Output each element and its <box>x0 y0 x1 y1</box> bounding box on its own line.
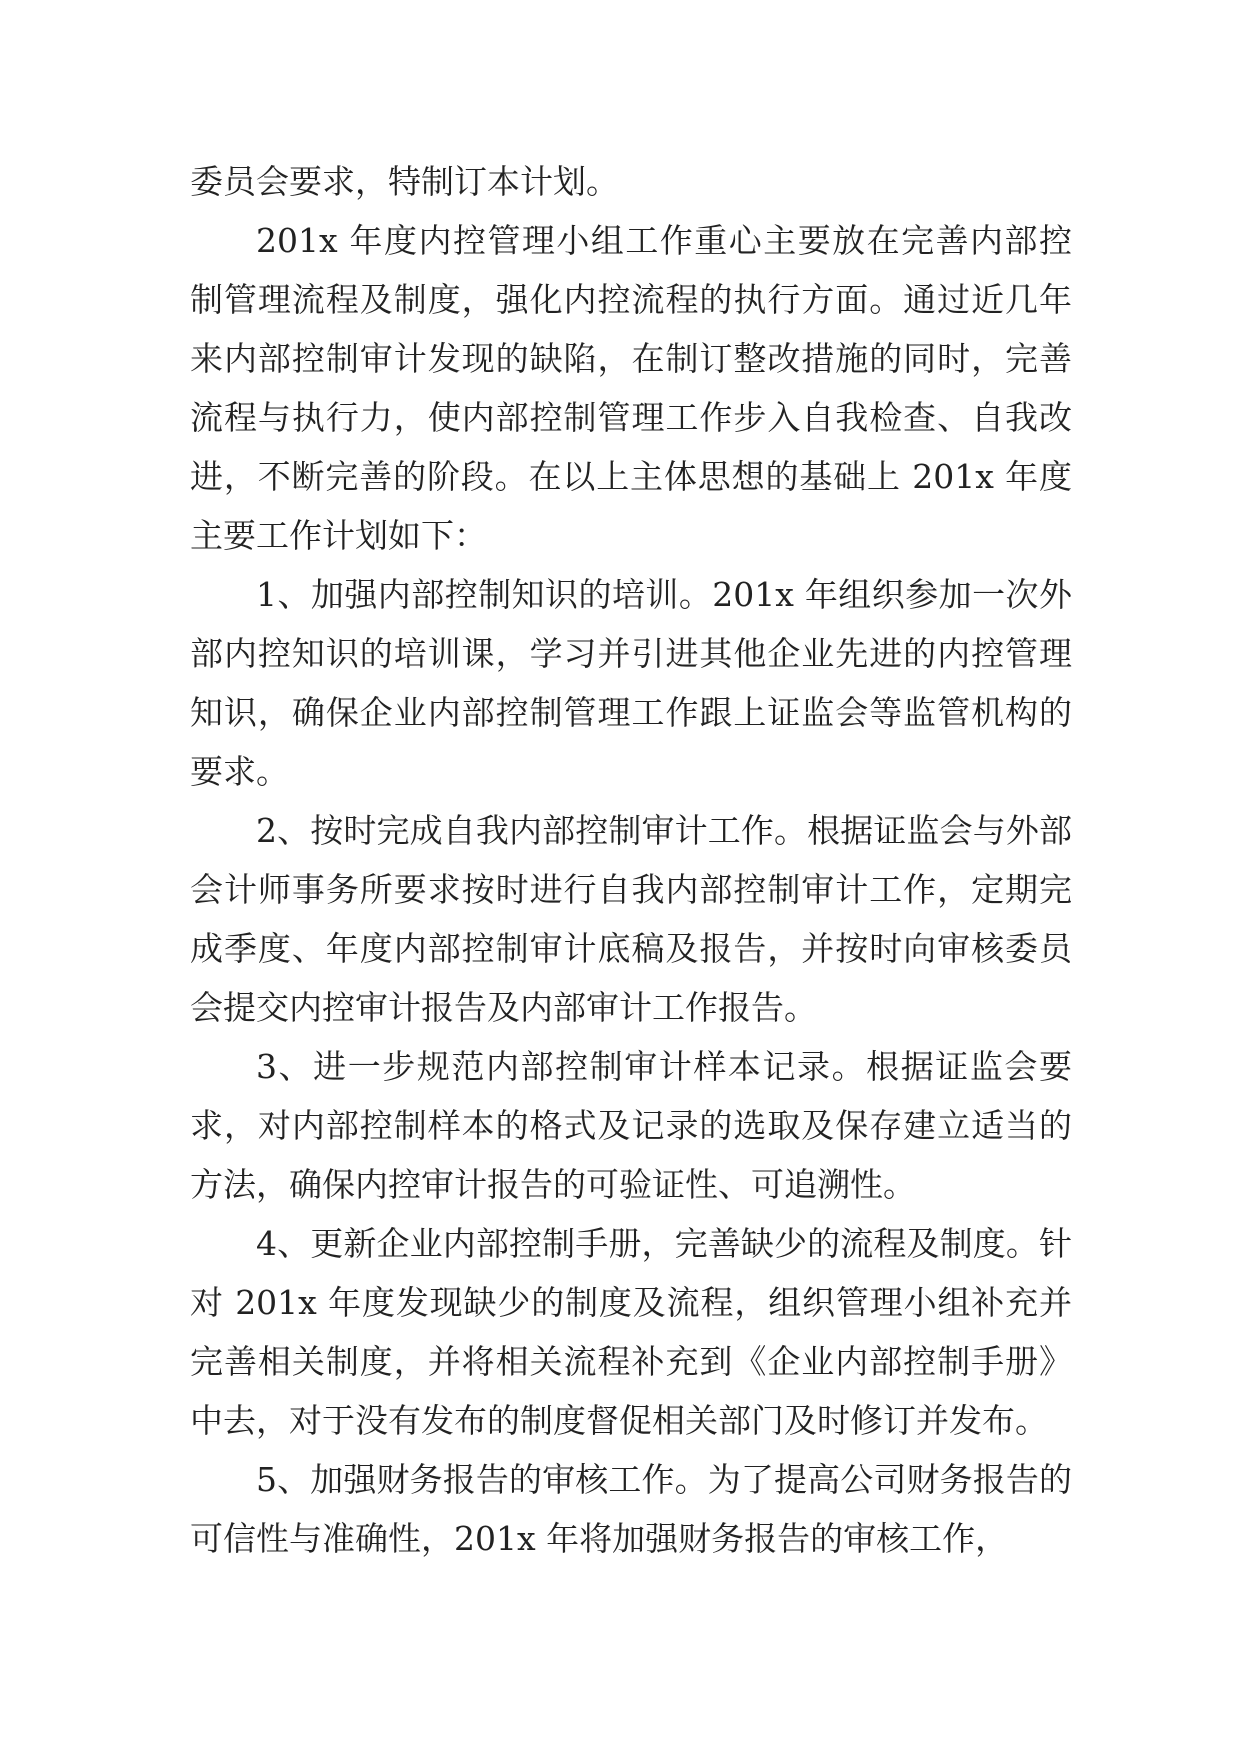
paragraph-item-4: 4、更新企业内部控制手册，完善缺少的流程及制度。针对 201x 年度发现缺少的制度及流程，组织管理小组补充并完善相关制度，并将相关流程补充到《企业内部控制手册》中去，对于没有发布的制度督促相关部门及时修订并发布。 <box>190 1224 1072 1440</box>
paragraph-item-5: 5、加强财务报告的审核工作。为了提高公司财务报告的可信性与准确性，201x 年将加强财务报告的审核工作， <box>190 1460 1072 1558</box>
paragraph-item-2: 2、按时完成自我内部控制审计工作。根据证监会与外部会计师事务所要求按时进行自我内部控制审计工作，定期完成季度、年度内部控制审计底稿及报告，并按时向审核委员会提交内控审计报告及内部审计工作报告。 <box>190 811 1072 1027</box>
paragraph-item-1: 1、加强内部控制知识的培训。201x 年组织参加一次外部内控知识的培训课，学习并引进其他企业先进的内控管理知识，确保企业内部控制管理工作跟上证监会等监管机构的要求。 <box>190 575 1072 791</box>
document-body <box>190 152 1072 1568</box>
paragraph-overview: 201x 年度内控管理小组工作重心主要放在完善内部控制管理流程及制度，强化内控流程的执行方面。通过近几年来内部控制审计发现的缺陷，在制订整改措施的同时，完善流程与执行力，使内部控制管理工作步入自我检查、自我改进，不断完善的阶段。在以上主体思想的基础上 201x 年度主要工作计划如下： <box>190 221 1072 555</box>
paragraph-item-3: 3、进一步规范内部控制审计样本记录。根据证监会要求，对内部控制样本的格式及记录的选取及保存建立适当的方法，确保内控审计报告的可验证性、可追溯性。 <box>190 1047 1072 1204</box>
paragraph-continuation: 委员会要求，特制订本计划。 <box>190 162 619 201</box>
